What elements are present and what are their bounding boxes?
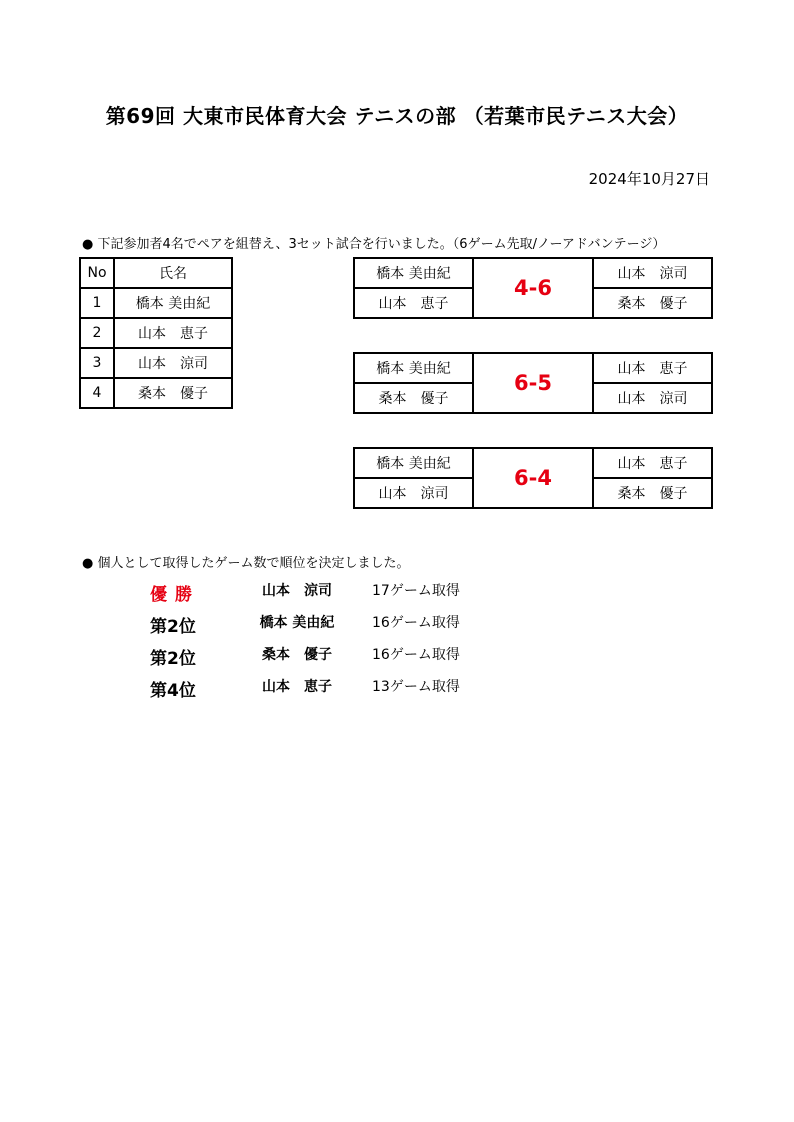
match-3 bbox=[353, 447, 713, 509]
page-title: 第69回 大東市民体育大会 テニスの部 （若葉市民テニス大会） bbox=[105, 104, 689, 128]
pair-left-player: 桑本 優子 bbox=[354, 383, 473, 413]
player-no: 3 bbox=[80, 348, 114, 378]
rank-position: 第2位 bbox=[150, 649, 196, 669]
player-no: 1 bbox=[80, 288, 114, 318]
ranking-row bbox=[0, 676, 794, 706]
rank-position: 第4位 bbox=[150, 681, 196, 701]
pair-right-player: 山本 恵子 bbox=[593, 353, 712, 383]
rank-games: 17ゲーム取得 bbox=[372, 583, 460, 599]
rank-position: 優勝 bbox=[150, 585, 200, 605]
header-no: No bbox=[80, 258, 114, 288]
table-row bbox=[80, 348, 232, 378]
players-table bbox=[79, 257, 233, 409]
rank-player-name: 山本 恵子 bbox=[262, 679, 332, 695]
table-row bbox=[80, 378, 232, 408]
ranking-note: ● 個人として取得したゲーム数で順位を決定しました。 bbox=[82, 556, 410, 571]
pair-left-player: 山本 恵子 bbox=[354, 288, 473, 318]
match-2 bbox=[353, 352, 713, 414]
pair-left-player: 橋本 美由紀 bbox=[354, 448, 473, 478]
player-name: 山本 涼司 bbox=[114, 348, 232, 378]
rank-games: 16ゲーム取得 bbox=[372, 647, 460, 663]
pair-right-player: 桑本 優子 bbox=[593, 478, 712, 508]
table-row bbox=[80, 318, 232, 348]
player-name: 橋本 美由紀 bbox=[114, 288, 232, 318]
pair-left-player: 橋本 美由紀 bbox=[354, 258, 473, 288]
rank-games: 13ゲーム取得 bbox=[372, 679, 460, 695]
pair-left-player: 橋本 美由紀 bbox=[354, 353, 473, 383]
ranking-row bbox=[0, 580, 794, 610]
player-no: 4 bbox=[80, 378, 114, 408]
rank-player-name: 山本 涼司 bbox=[262, 583, 332, 599]
player-no: 2 bbox=[80, 318, 114, 348]
player-name: 桑本 優子 bbox=[114, 378, 232, 408]
format-note: ● 下記参加者4名でペアを組替え、3セット試合を行いました。（6ゲーム先取/ノーアドバンテージ） bbox=[82, 237, 666, 252]
pair-left-player: 山本 涼司 bbox=[354, 478, 473, 508]
match-1 bbox=[353, 257, 713, 319]
pair-right-player: 桑本 優子 bbox=[593, 288, 712, 318]
rank-player-name: 橋本 美由紀 bbox=[259, 615, 335, 631]
match-score: 4-6 bbox=[473, 258, 593, 318]
rank-position: 第2位 bbox=[150, 617, 196, 637]
event-date: 2024年10月27日 bbox=[588, 170, 710, 188]
table-header-row bbox=[80, 258, 232, 288]
pair-right-player: 山本 涼司 bbox=[593, 258, 712, 288]
match-score: 6-4 bbox=[473, 448, 593, 508]
rank-games: 16ゲーム取得 bbox=[372, 615, 460, 631]
pair-right-player: 山本 涼司 bbox=[593, 383, 712, 413]
ranking-row bbox=[0, 612, 794, 642]
player-name: 山本 恵子 bbox=[114, 318, 232, 348]
rank-player-name: 桑本 優子 bbox=[262, 647, 332, 663]
ranking-row bbox=[0, 644, 794, 674]
match-score: 6-5 bbox=[473, 353, 593, 413]
table-row bbox=[80, 288, 232, 318]
pair-right-player: 山本 恵子 bbox=[593, 448, 712, 478]
header-name: 氏名 bbox=[114, 258, 232, 288]
